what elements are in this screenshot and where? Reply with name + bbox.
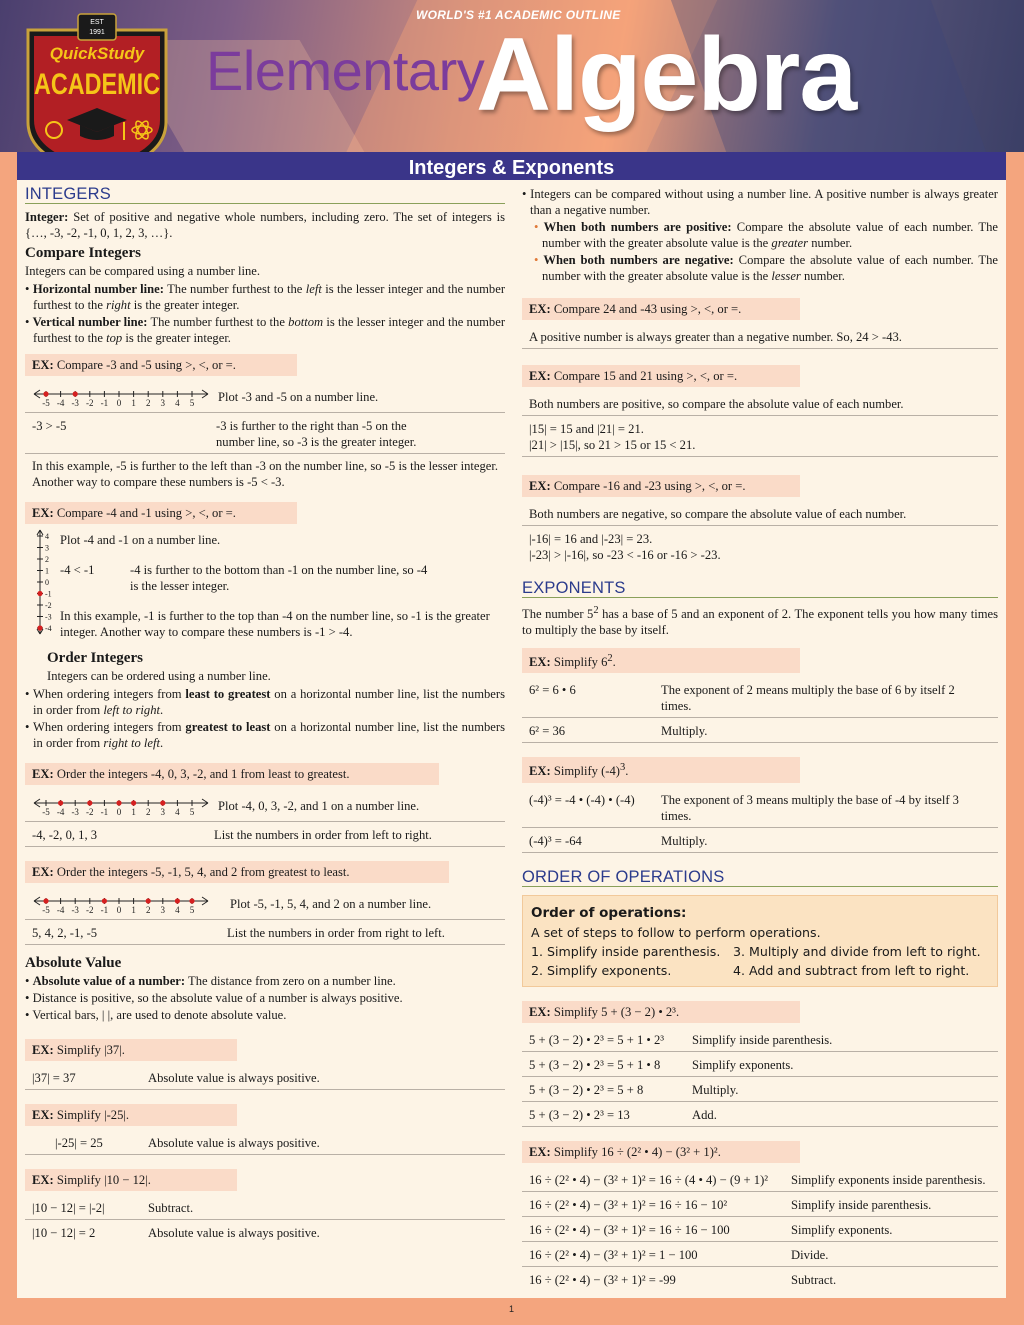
example-header: EX: Compare 15 and 21 using >, <, or =. — [522, 365, 800, 387]
plot-instruction: Plot -3 and -5 on a number line. — [218, 390, 379, 404]
tick-label: -2 — [86, 905, 94, 915]
ooo-step: 2. Simplify exponents. — [531, 962, 672, 978]
example-header: EX: Simplify $(-4)^3$. — [522, 757, 800, 782]
example-header: EX: Simplify |-25|. — [25, 1104, 237, 1126]
order-of-operations-box — [522, 895, 998, 987]
tick-label: 1 — [45, 566, 49, 576]
tick-label: 0 — [116, 807, 122, 817]
example-header: EX: Simplify |10 − 12|. — [25, 1169, 237, 1191]
tick-label: 2 — [145, 807, 151, 817]
section-title-integers: INTEGERS — [25, 186, 505, 204]
example-row: -4, -2, 0, 1, 3 List the numbers in order from left to right. — [25, 822, 505, 847]
tick-label: 0 — [116, 905, 122, 915]
tick-label: 5 — [189, 905, 195, 915]
example-header: EX: Compare -16 and -23 using >, <, or =. — [522, 475, 800, 497]
example-row: Both numbers are negative, so compare the absolute value of each number. — [522, 501, 998, 526]
plotted-point — [58, 800, 63, 805]
tick-label: -3 — [71, 807, 79, 817]
number-line — [32, 893, 210, 915]
tick-label: -1 — [45, 589, 52, 599]
ooo-box-intro: A set of steps to follow to perform operations. — [531, 924, 821, 940]
ooo-step: 1. Simplify inside parenthesis. — [531, 943, 721, 959]
tick-label: -3 — [71, 398, 79, 408]
example-row: |-16| = 16 and |-23| = 23. |-23| > |-16|, so -23 < -16 or -16 > -23. — [529, 532, 721, 562]
exponent-intro: The number $5^2$ has a base of 5 and an exponent of 2. The exponent tells you how many times to multiply the base by itself. — [522, 605, 998, 638]
order-intro: Integers can be ordered using a number line. — [47, 669, 271, 683]
tick-label: 0 — [116, 398, 122, 408]
tick-label: -4 — [56, 398, 65, 408]
bullet-both-positive: • When both numbers are positive: Compare the absolute value of each number. The number with the greater absolute value is the greater number. — [534, 220, 998, 250]
tagline: WORLD'S #1 ACADEMIC OUTLINE — [416, 8, 621, 22]
right-column — [522, 186, 998, 1291]
tick-label: 2 — [45, 555, 49, 564]
example-note: In this example, -1 is further to the top than -4 on the number line, so -1 is the greater integer. Another way to compare these numbers is -1 > -4. — [60, 609, 490, 639]
example-row: (-4)³ = -4 • (-4) • (-4) The exponent of 3 means multiply the base of -4 by itself 3 times. — [522, 787, 998, 828]
tick-label: -2 — [86, 807, 94, 817]
example-row: |37| = 37 Absolute value is always positive. — [25, 1065, 505, 1090]
example-row: 5, 4, 2, -1, -5 List the numbers in order from right to left. — [25, 920, 505, 945]
example-note: In this example, -5 is further to the left than -3 on the number line, so -5 is the lesser integer. Another way to compare these numbers is -5 < -3. — [32, 459, 498, 489]
example-header: EX: Order the integers -5, -1, 5, 4, and 2 from greatest to least. — [25, 861, 449, 883]
subheading-absolute: Absolute Value — [25, 955, 122, 971]
plotted-point — [146, 898, 151, 903]
tick-label: 3 — [160, 807, 166, 817]
example-row: (-4)³ = -64 Multiply. — [522, 828, 998, 853]
example-row: 5 + (3 − 2) • 2³ = 13 Add. — [522, 1102, 998, 1127]
bullet-horizontal: • Horizontal number line: The number furthest to the left is the lesser integer and the number furthest to the right is the greater integer. — [25, 282, 506, 312]
logo-year: 1991 — [89, 29, 105, 36]
tick-label: 0 — [45, 578, 49, 587]
bullet-vertical: • Vertical number line: The number furthest to the bottom is the lesser integer and the number furthest to the top is the greater integer. — [25, 315, 506, 345]
plot-instruction: Plot -4 and -1 on a number line. — [60, 533, 221, 547]
numberline-row: -5 -4 -3 -2 -1 0 1 2 3 4 5 Plot -4, 0, 3, -2, and 1 on a number line. — [25, 789, 505, 822]
numberline-row — [25, 380, 505, 413]
subheading-order: Order Integers — [47, 650, 143, 666]
subheading-compare: Compare Integers — [25, 245, 141, 261]
tick-label: 3 — [160, 398, 166, 408]
example-row: 5 + (3 − 2) • 2³ = 5 + 8 Multiply. — [522, 1077, 998, 1102]
tick-label: 1 — [131, 905, 136, 915]
bullet-order-greatest: • When ordering integers from greatest to least on a horizontal number line, list the numbers in order from right to left. — [25, 720, 505, 750]
bullet-both-negative: • When both numbers are negative: Compare the absolute value of each number. The number with the greater absolute value is the lesser number. — [534, 253, 998, 283]
tick-label: 4 — [45, 532, 49, 541]
section-title-order-of-operations: ORDER OF OPERATIONS — [522, 869, 998, 887]
ex14-rows — [522, 1167, 998, 1291]
bullet-compare-no-line: • Integers can be compared without using a number line. A positive number is always greater than a negative number. — [522, 187, 998, 217]
tick-label: -4 — [56, 905, 65, 915]
tick-label: 5 — [189, 398, 195, 408]
bullet-abs-def: • Absolute value of a number: The distance from zero on a number line. — [25, 974, 396, 988]
tick-label: -3 — [71, 905, 79, 915]
example-row: |-25| = 25 Absolute value is always positive. — [25, 1130, 505, 1155]
tick-label: -2 — [45, 601, 52, 610]
tick-label: -4 — [45, 624, 52, 633]
example-row: 16 ÷ (2² • 4) − (3² + 1)² = 1 − 100 Divide. — [522, 1242, 998, 1267]
title-elementary: Elementary — [206, 39, 485, 102]
ex13-rows — [522, 1027, 998, 1127]
vertical-number-line — [32, 528, 54, 636]
example-header: EX: Compare -3 and -5 using >, <, or =. — [25, 354, 297, 376]
section-title-exponents: EXPONENTS — [522, 580, 998, 598]
tick-label: 4 — [175, 905, 180, 915]
plotted-point — [37, 625, 42, 630]
plotted-point — [116, 800, 121, 805]
plotted-point — [160, 800, 165, 805]
tick-label: 4 — [175, 398, 180, 408]
example-row: -3 > -5 -3 is further to the right than -5 on the number line, so -3 is the greater integer. — [25, 413, 505, 454]
content-page — [17, 152, 1006, 1298]
number-line — [32, 386, 210, 408]
example-row: 16 ÷ (2² • 4) − (3² + 1)² = -99 Subtract. — [529, 1272, 837, 1287]
example-row: 6² = 6 • 6 The exponent of 2 means multiply the base of 6 by itself 2 times. — [522, 677, 998, 718]
tick-label: 4 — [175, 807, 180, 817]
bullet-abs-bars: • Vertical bars, | |, are used to denote absolute value. — [25, 1008, 287, 1022]
tick-label: -2 — [86, 398, 94, 408]
example-header: EX: Simplify $6^2$. — [522, 648, 800, 673]
tick-label: 3 — [160, 905, 166, 915]
tick-label: -1 — [100, 398, 109, 408]
ooo-steps — [531, 942, 989, 980]
example-row: Both numbers are positive, so compare the absolute value of each number. — [522, 391, 998, 416]
tick-label: -5 — [42, 807, 50, 817]
plotted-point — [73, 391, 78, 396]
tick-label: 1 — [131, 398, 136, 408]
example-header: EX: Simplify |37|. — [25, 1039, 237, 1061]
example-header: EX: Order the integers -4, 0, 3, -2, and 1 from least to greatest. — [25, 763, 439, 785]
example-row: 5 + (3 − 2) • 2³ = 5 + 1 • 2³ Simplify inside parenthesis. — [522, 1027, 998, 1052]
plotted-point — [43, 898, 48, 903]
tick-label: 3 — [45, 543, 49, 553]
plotted-point — [37, 591, 42, 596]
tick-label: -1 — [100, 905, 109, 915]
example-row: |15| = 15 and |21| = 21. |21| > |15|, so 21 > 15 or 15 < 21. — [522, 416, 998, 457]
tick-label: -4 — [56, 807, 65, 817]
left-column — [25, 186, 505, 1244]
plotted-point — [131, 800, 136, 805]
example-row: 5 + (3 − 2) • 2³ = 5 + 1 • 8 Simplify exponents. — [522, 1052, 998, 1077]
ooo-step: 3. Multiply and divide from left to right. — [733, 943, 981, 959]
logo-est: EST — [90, 19, 104, 26]
example-row: -4 < -1 -4 is further to the bottom than -1 on the number line, so -4 is the lesser integer. — [60, 563, 428, 593]
tick-label: -3 — [45, 612, 52, 622]
logo-brand: QuickStudy — [49, 44, 145, 63]
plotted-point — [102, 898, 107, 903]
example-header: EX: Compare -4 and -1 using >, <, or =. — [25, 502, 297, 524]
example-row: 16 ÷ (2² • 4) − (3² + 1)² = 16 ÷ (4 • 4) − (9 + 1)² Simplify exponents inside parenthesis. — [522, 1167, 998, 1192]
plotted-point — [175, 898, 180, 903]
plotted-point — [87, 800, 92, 805]
page-number: 1 — [509, 1304, 515, 1314]
example-row: |10 − 12| = 2 Absolute value is always positive. — [32, 1226, 320, 1240]
tick-label: 2 — [145, 905, 151, 915]
bullet-abs-positive: • Distance is positive, so the absolute value of a number is always positive. — [25, 991, 403, 1005]
bullet-order-least: • When ordering integers from least to greatest on a horizontal number line, list the numbers in order from left to right. — [25, 687, 505, 717]
ooo-step: 4. Add and subtract from left to right. — [733, 962, 970, 978]
logo-sub: ACADEMIC — [34, 68, 160, 101]
ooo-box-title: Order of operations: — [531, 904, 687, 921]
plotted-point — [43, 391, 48, 396]
example-header: EX: Simplify 5 + (3 − 2) • 2³. — [522, 1001, 800, 1023]
example-row: 16 ÷ (2² • 4) − (3² + 1)² = 16 ÷ 16 − 100 Simplify exponents. — [522, 1217, 998, 1242]
numberline-row: -5 -4 -3 -2 -1 0 1 2 3 4 5 Plot -5, -1, 5, 4, and 2 on a number line. — [25, 887, 505, 920]
tick-label: 5 — [189, 807, 195, 817]
vertical-example — [25, 528, 505, 642]
example-row: A positive number is always greater than a negative number. So, 24 > -43. — [522, 324, 998, 349]
tick-label: -1 — [100, 807, 109, 817]
example-row: 16 ÷ (2² • 4) − (3² + 1)² = 16 ÷ 16 − 10² Simplify inside parenthesis. — [522, 1192, 998, 1217]
tick-label: -5 — [42, 905, 50, 915]
example-row: 6² = 36 Multiply. — [522, 718, 998, 743]
integer-definition: Integer: Set of positive and negative whole numbers, including zero. The set of integers is {…, -3, -2, -1, 0, 1, 2, 3, …}. — [25, 210, 505, 240]
title-algebra: Algebra — [476, 17, 857, 133]
compare-intro: Integers can be compared using a number line. — [25, 264, 260, 278]
tick-label: 2 — [145, 398, 151, 408]
example-header: EX: Compare 24 and -43 using >, <, or =. — [522, 298, 800, 320]
number-line — [32, 795, 210, 817]
example-row: |10 − 12| = |-2| Subtract. — [25, 1195, 505, 1220]
example-header: EX: Simplify 16 ÷ (2² • 4) − (3² + 1)². — [522, 1141, 800, 1163]
section-banner: Integers & Exponents — [17, 152, 1006, 180]
tick-label: 1 — [131, 807, 136, 817]
tick-label: -5 — [42, 398, 50, 408]
plotted-point — [189, 898, 194, 903]
